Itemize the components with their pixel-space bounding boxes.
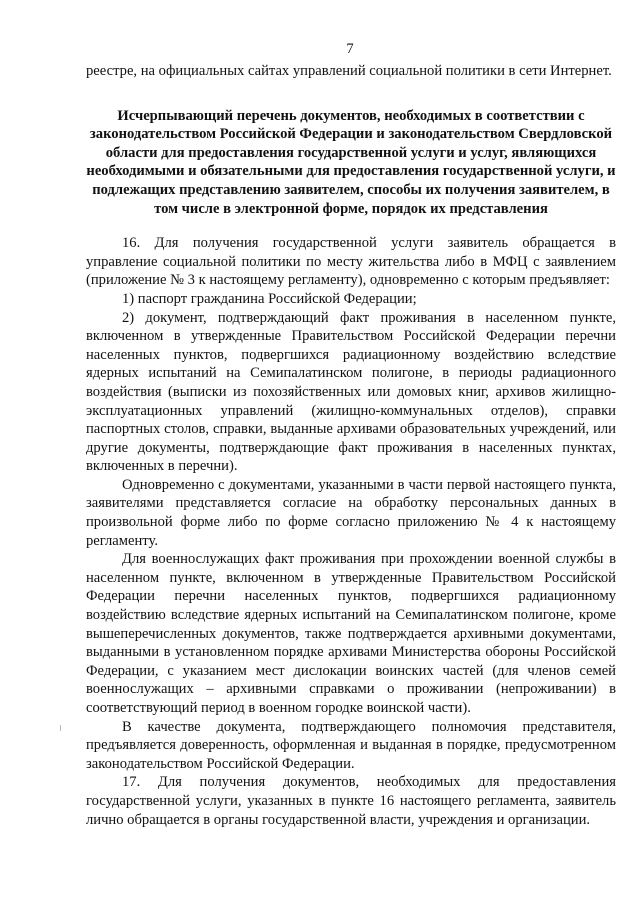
section-heading: Исчерпывающий перечень документов, необходимых в соответствии с законодательством Российской Федерации и законодательством Свердловской области для предоставления государственной услуги и услуг, являющихся необходимыми и обязательными для предоставления государственной услуги, и подлежащих представлению заявителем, способы их получения заявителем, в том числе в электронной форме, порядок их представления — [86, 107, 616, 217]
paragraph-17: 17. Для получения документов, необходимых для предоставления государственной услуги, указанных в пункте 16 настоящего регламента, заявитель лично обращается в органы государственной власти, учреждения и организации. — [86, 774, 616, 828]
paragraph-personal-data-consent: Одновременно с документами, указанными в части первой настоящего пункта, заявителями представляется согласие на обработку персональных данных в произвольной форме либо по форме согласно приложению № 4 к настоящему регламенту. — [86, 476, 616, 549]
scan-margin-mark — [60, 725, 61, 731]
list-item-passport: 1) паспорт гражданина Российской Федерации; — [122, 290, 417, 307]
paragraph-16: 16. Для получения государственной услуги заявитель обращается в управление социальной политики по месту жительства либо в МФЦ с заявлением (приложение № 3 к настоящему регламенту), одновременно с которым предъявляет: — [86, 235, 616, 289]
list-item-residence-document: 2) документ, подтверждающий факт проживания в населенном пункте, включенном в утвержденные Правительством Российской Федерации перечни населенных пунктов, подвергшихся радиационному воздействию вследствие ядерных испытаний на Семипалатинском полигоне, в периоды радиационного воздействия (выписки из похозяйственных или домовых книг, архивов жилищно-эксплуатационных управлений (жилищно-коммунальных отделов), справки паспортных столов, справки, выданные архивами образовательных учреждений, или другие документы, подтверждающие факт проживания в населенных пунктах, включенных в перечни). — [86, 309, 616, 475]
paragraph-representative: В качестве документа, подтверждающего полномочия представителя, предъявляется доверенность, оформленная и выданная в порядке, предусмотренном законодательством Российской Федерации. — [86, 718, 616, 772]
page-number: 7 — [346, 41, 354, 57]
paragraph-continuation: реестре, на официальных сайтах управлений социальной политики в сети Интернет. — [86, 63, 612, 79]
paragraph-military-personnel: Для военнослужащих факт проживания при прохождении военной службы в населенном пункте, включенном в утвержденные Правительством Российской Федерации перечни населенных пунктов, подвергшихся радиационному воздействию вследствие ядерных испытаний на Семипалатинском полигоне, кроме вышеперечисленных документов, также подтверждается архивными документами, выданными в установленном порядке архивами Министерства обороны Российской Федерации, с указанием мест дислокации воинских частей (для членов семей военнослужащих – архивными справками о проживании (непроживании) в соответствующий период в военном городке воинской части). — [86, 551, 616, 716]
document-body — [86, 62, 616, 829]
